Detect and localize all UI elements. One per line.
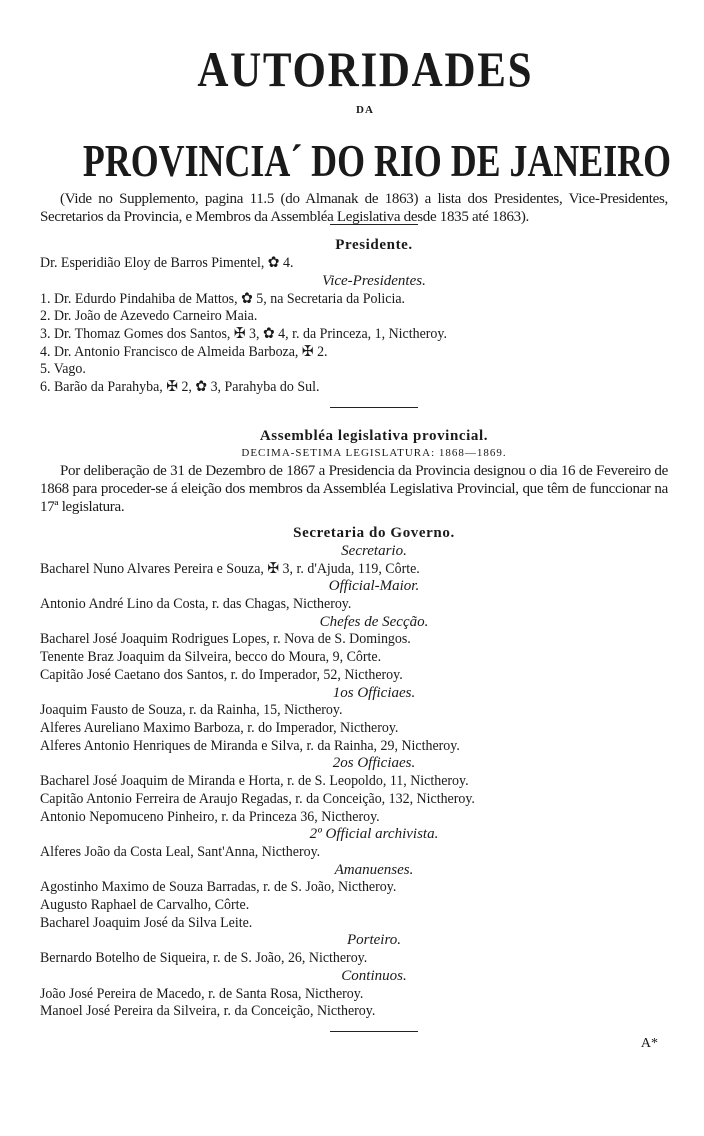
spacer xyxy=(40,516,668,525)
list-item: Alferes Aureliano Maximo Barboza, r. do Imperador, Nictheroy. xyxy=(40,719,399,736)
section-title: Official-Maior. xyxy=(328,578,420,595)
list-item: Augusto Raphael de Carvalho, Côrte. xyxy=(40,897,250,914)
list-item: Joaquim Fausto de Souza, r. da Rainha, 15, Nictheroy. xyxy=(40,702,343,719)
list-item: Antonio André Lino da Costa, r. das Chagas, Nictheroy. xyxy=(40,596,352,613)
divider xyxy=(40,226,668,237)
list-item: Alferes João da Costa Leal, Sant'Anna, Nictheroy. xyxy=(40,843,321,860)
list-item: Agostinho Maximo de Souza Barradas, r. de S. João, Nictheroy. xyxy=(40,879,397,896)
list-item: Tenente Braz Joaquim da Silveira, becco do Moura, 9, Côrte. xyxy=(40,649,382,666)
section-title: Amanuenses. xyxy=(334,861,414,878)
list-item: Bernardo Botelho de Siqueira, r. de S. João, 26, Nictheroy. xyxy=(40,950,368,967)
assembleia-paragraph: Por deliberação de 31 de Dezembro de 1867 a Presidencia da Provincia designou o dia 16 de Fevereiro de 1868 para proceder-se á eleição dos membros da Assembléa Legislativa Provincial, que têm de funccionar na 17ª legislatura. xyxy=(40,463,668,515)
heading-assembleia: Assembléa legislativa provincial. xyxy=(259,427,489,444)
signature-mark: A* xyxy=(640,1035,658,1051)
list-item: João José Pereira de Macedo, r. de Santa Rosa, Nictheroy. xyxy=(40,985,364,1002)
list-item: 5. Vago. xyxy=(40,361,86,378)
section-title: 2º Official archivista. xyxy=(309,826,439,843)
list-item: Bacharel Joaquim José da Silva Leite. xyxy=(40,914,253,931)
section-title: Secretario. xyxy=(341,542,407,559)
list-item: Bacharel Nuno Alvares Pereira e Souza, ✠ 3, r. d'Ajuda, 119, Côrte. xyxy=(40,560,420,577)
secretaria-sections xyxy=(40,543,668,1021)
section-title: 1os Officiaes. xyxy=(332,684,416,701)
list-item: Alferes Antonio Henriques de Miranda e Silva, r. da Rainha, 29, Nictheroy. xyxy=(40,737,460,754)
presidente-name: Dr. Esperidião Eloy de Barros Pimentel, ✿ 4. xyxy=(40,255,294,272)
legislatura: DECIMA-SETIMA LEGISLATURA: 1868—1869. xyxy=(241,447,507,460)
page-subtitle-text: PROVINCIA´ DO RIO DE JANEIRO xyxy=(82,135,672,186)
title-connector-text: DA xyxy=(356,104,374,116)
list-item: 3. Dr. Thomaz Gomes dos Santos, ✠ 3, ✿ 4, r. da Princeza, 1, Nictheroy. xyxy=(40,325,447,342)
section-title: Porteiro. xyxy=(346,932,402,949)
list-item: Antonio Nepomuceno Pinheiro, r. da Princeza 36, Nictheroy. xyxy=(40,808,380,825)
list-item: 4. Dr. Antonio Francisco de Almeida Barboza, ✠ 2. xyxy=(40,343,328,360)
list-item: Capitão José Caetano dos Santos, r. do Imperador, 52, Nictheroy. xyxy=(40,666,403,683)
list-item: Capitão Antonio Ferreira de Araujo Regadas, r. da Conceição, 132, Nictheroy. xyxy=(40,790,475,807)
section-title: Continuos. xyxy=(341,967,407,984)
list-item: Bacharel José Joaquim de Miranda e Horta, r. de S. Leopoldo, 11, Nictheroy. xyxy=(40,773,469,790)
list-item: Bacharel José Joaquim Rodrigues Lopes, r. Nova de S. Domingos. xyxy=(40,631,411,648)
page-title-text: AUTORIDADES xyxy=(197,41,533,97)
document-body xyxy=(40,191,668,1053)
divider xyxy=(40,1021,668,1035)
list-item: Manoel José Pereira da Silveira, r. da Conceição, Nictheroy. xyxy=(40,1003,376,1020)
page-title xyxy=(0,41,704,97)
heading-presidente: Presidente. xyxy=(335,237,413,254)
section-title: 2os Officiaes. xyxy=(332,755,416,772)
section-title: Chefes de Secção. xyxy=(319,613,429,630)
intro-paragraph: (Vide no Supplemento, pagina 11.5 (do Almanak de 1863) a lista dos Presidentes, Vice-Presidentes, Secretarios da Provincia, e Membros da Assembléa Legislativa desde 1835 até 1863). xyxy=(40,191,668,225)
list-item: 2. Dr. João de Azevedo Carneiro Maia. xyxy=(40,308,258,325)
heading-secretaria: Secretaria do Governo. xyxy=(293,525,455,542)
title-connector xyxy=(0,104,704,116)
list-item: 6. Barão da Parahyba, ✠ 2, ✿ 3, Parahyba do Sul. xyxy=(40,379,320,396)
heading-vice-presidentes: Vice-Presidentes. xyxy=(322,272,426,289)
page-subtitle xyxy=(0,135,704,186)
divider xyxy=(40,397,668,428)
list-item: 1. Dr. Edurdo Pindahiba de Mattos, ✿ 5, na Secretaria da Policia. xyxy=(40,290,406,307)
